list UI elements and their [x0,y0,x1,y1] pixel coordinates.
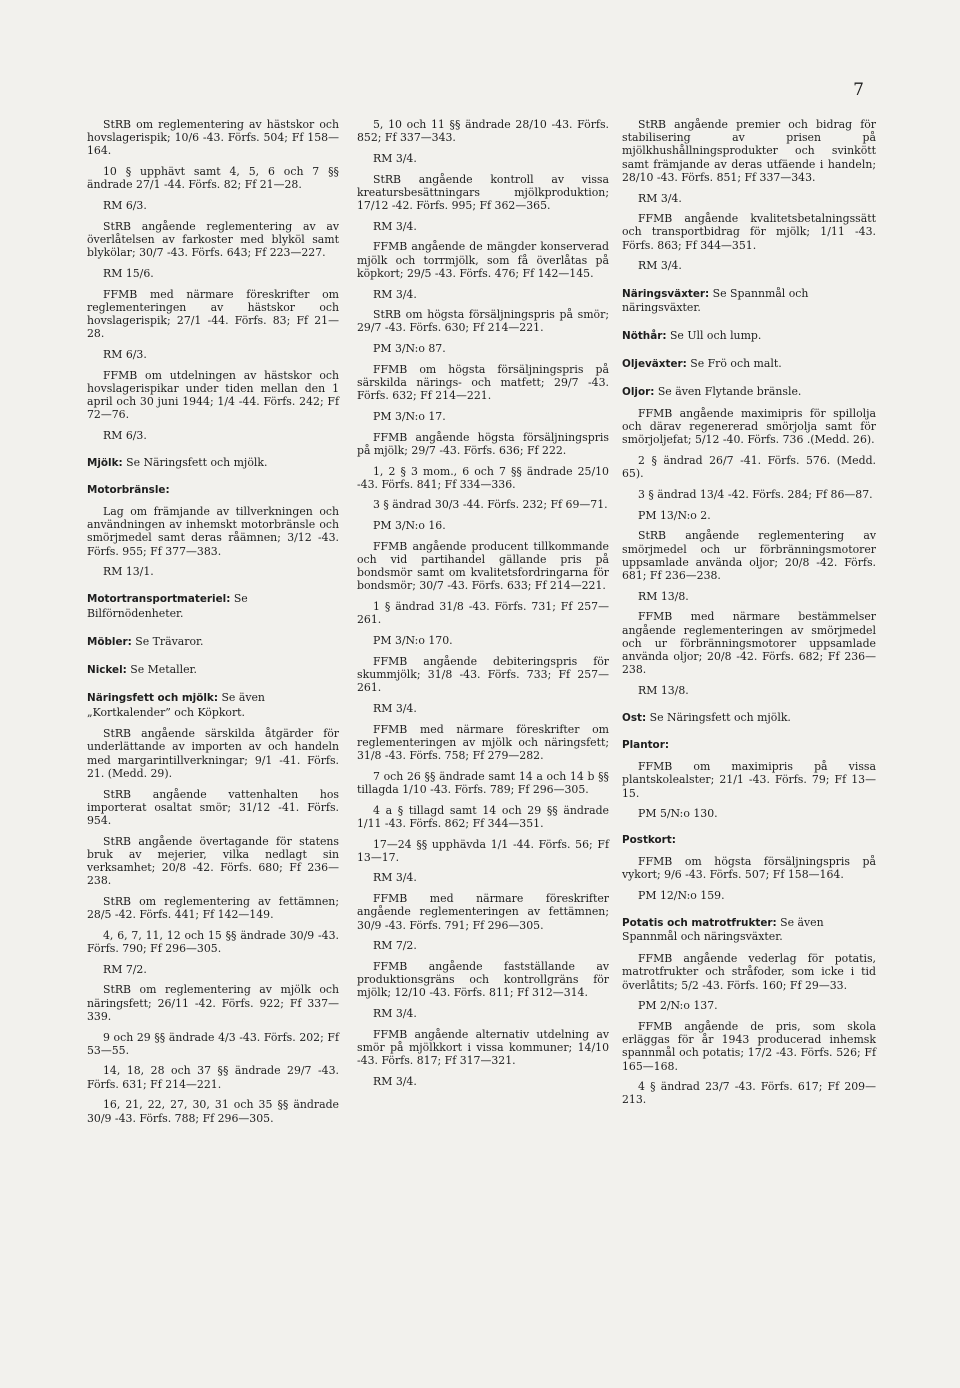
index-entry: StRB angående reglementering av av överlåtelsen av farkoster med blyköl samt blykölar; 30/7 -43. Förfs. 643; Ff 223—227. [87,219,339,260]
heading-reference: Se även „Kortkalender” och Köpkort. [87,691,265,719]
index-entry: 1, 2 § 3 mom., 6 och 7 §§ ändrade 25/10 -43. Förfs. 841; Ff 334—336. [357,464,609,491]
index-heading [87,484,339,497]
index-entry: StRB angående reglementering av smörjmedel och ur förbränningsmotorer uppsamlade använda oljor; 20/8 -42. Förfs. 681; Ff 236—238. [622,529,876,583]
index-entry: 9 och 29 §§ ändrade 4/3 -43. Förfs. 202; Ff 53—55. [87,1030,339,1057]
index-heading [87,456,339,470]
reference-line: RM 6/3. [103,347,147,361]
reference-line: RM 13/8. [638,684,689,697]
index-entry: StRB angående övertagande för statens bruk av mejerier, vilka nedlagt sin verksamhet; 20/8 -42. Förfs. 680; Ff 236—238. [87,834,339,888]
heading-term: Potatis och matrotfrukter: [622,917,777,930]
index-heading [622,834,876,847]
index-entry: 7 och 26 §§ ändrade samt 14 a och 14 b §§ tillagda 1/10 -43. Förfs. 789; Ff 296—305. [357,769,609,796]
reference-line: RM 7/2. [373,939,417,953]
index-entry: FFMB om högsta försäljningspris på vykort; 9/6 -43. Förfs. 507; Ff 158—164. [622,855,876,882]
reference-line: RM 3/4. [373,151,417,165]
index-heading [622,357,876,371]
index-entry: 3 § ändrad 30/3 -44. Förfs. 232; Ff 69—71. [373,498,608,512]
index-entry: FFMB med närmare föreskrifter om reglementeringen av hästskor och hovslagerispik; 27/1 -44. Förfs. 83; Ff 21—28. [87,287,339,341]
index-entry: 10 § upphävt samt 4, 5, 6 och 7 §§ ändrade 27/1 -44. Förfs. 82; Ff 21—28. [87,165,339,192]
heading-reference: Se Bilförnödenheter. [87,592,248,620]
index-entry: StRB angående premier och bidrag för stabilisering av prisen på mjölkhushållningsprodukter och svinkött samt främjande av deras utfäende i handeln; 28/10 -43. Förfs. 851; Ff 337—343. [622,118,876,184]
reference-line: RM 13/8. [638,589,689,603]
heading-reference: Se Näringsfett och mjölk. [122,456,268,470]
index-entry: 4 § ändrad 23/7 -43. Förfs. 617; Ff 209—213. [622,1080,876,1107]
index-entry: FFMB om utdelningen av hästskor och hovslagerispikar under tiden mellan den 1 april och 30 juni 1944; 1/4 -44. Förfs. 242; Ff 72—76. [87,368,339,422]
heading-term: Motortransportmateriel: [87,593,231,606]
index-entry: StRB angående vattenhalten hos importerat osaltat smör; 31/12 -41. Förfs. 954. [87,787,339,827]
heading-term: Plantor: [622,739,669,752]
reference-line: RM 3/4. [373,1074,417,1088]
reference-line: RM 3/4. [373,871,417,885]
index-entry: FFMB angående vederlag för potatis, matrotfrukter och stråfoder, som icke i tid överlåtits; 5/2 -43. Förfs. 160; Ff 29—33. [622,952,876,992]
index-heading [87,592,339,620]
index-entry: FFMB angående högsta försäljningspris på mjölk; 29/7 -43. Förfs. 636; Ff 222. [357,430,609,457]
reference-line: RM 7/2. [103,962,147,976]
reference-line: RM 3/4. [373,219,417,233]
index-entry: FFMB med närmare föreskrifter om reglementeringen av mjölk och näringsfett; 31/8 -43. Förfs. 758; Ff 279—282. [357,722,609,763]
index-entry: StRB om reglementering av mjölk och näringsfett; 26/11 -42. Förfs. 922; Ff 337—339. [87,983,339,1023]
reference-line: RM 3/4. [373,287,417,301]
index-entry: FFMB med närmare föreskrifter angående reglementeringen av fettämnen; 30/9 -43. Förfs. 791; Ff 296—305. [357,892,609,932]
column-left [87,118,339,1132]
index-entry: StRB om reglementering av fettämnen; 28/5 -42. Förfs. 441; Ff 142—149. [87,894,339,922]
index-entry: 2 § ändrad 26/7 -41. Förfs. 576. (Medd. 65). [622,454,876,481]
index-heading [622,287,876,315]
reference-line: PM 13/N:o 2. [638,508,711,522]
heading-term: Motorbränsle: [87,484,170,497]
index-heading [622,385,876,399]
index-entry: StRB angående kontroll av vissa kreatursbesättningars mjölkproduktion; 17/12 -42. Förfs. 995; Ff 362—365. [357,172,609,213]
reference-line: PM 12/N:o 159. [638,889,725,903]
reference-line: PM 5/N:o 130. [638,807,718,821]
heading-term: Ost: [622,712,647,725]
reference-line: PM 3/N:o 17. [373,409,446,423]
heading-term: Oljeväxter: [622,358,687,371]
index-entry: FFMB om högsta försäljningspris på särskilda närings- och matfett; 29/7 -43. Förfs. 632; Ff 214—221. [357,362,609,403]
reference-line: RM 3/4. [373,1007,417,1021]
index-entry: 17—24 §§ upphävda 1/1 -44. Förfs. 56; Ff 13—17. [357,837,609,864]
heading-term: Möbler: [87,635,132,648]
heading-reference: Se Näringsfett och mjölk. [646,711,791,725]
reference-line: RM 6/3. [103,199,147,213]
index-heading [622,916,876,944]
index-entry: FFMB om maximipris på vissa plantskolealster; 21/1 -43. Förfs. 79; Ff 13—15. [622,760,876,800]
page-number: 7 [853,80,864,100]
heading-term: Mjölk: [87,457,123,470]
index-entry: 5, 10 och 11 §§ ändrade 28/10 -43. Förfs. 852; Ff 337—343. [357,118,609,145]
index-heading [622,739,876,752]
index-entry: FFMB angående fastställande av produktionsgräns och kontrollgräns för mjölk; 12/10 -43. Förfs. 811; Ff 312—314. [357,959,609,1000]
reference-line: RM 15/6. [103,266,154,280]
index-heading [87,663,339,677]
heading-reference: Se Trävaror. [131,634,204,648]
index-entry: 3 § ändrad 13/4 -42. Förfs. 284; Ff 86—87. [638,488,873,502]
column-right [622,118,876,1114]
index-entry: FFMB angående de mängder konserverad mjölk och torrmjölk, som få överlåtas på köpkort; 29/5 -43. Förfs. 476; Ff 142—145. [357,240,609,280]
reference-line: RM 13/1. [103,565,154,579]
index-entry: FFMB angående debiteringspris för skummjölk; 31/8 -43. Förfs. 733; Ff 257—261. [357,654,609,695]
heading-reference: Se även Flytande bränsle. [654,385,802,399]
index-entry: StRB om högsta försäljningspris på smör; 29/7 -43. Förfs. 630; Ff 214—221. [357,308,609,335]
heading-term: Näringsväxter: [622,287,710,300]
index-heading [87,635,339,649]
heading-term: Nöthår: [622,329,667,342]
index-entry: 4 a § tillagd samt 14 och 29 §§ ändrade 1/11 -43. Förfs. 862; Ff 344—351. [357,803,609,830]
heading-reference: Se även Spannmål och näringsväxter. [622,916,824,944]
reference-line: PM 3/N:o 16. [373,519,446,533]
index-entry: 1 § ändrad 31/8 -43. Förfs. 731; Ff 257—261. [357,600,609,627]
index-entry: FFMB angående kvalitetsbetalningssätt och transportbidrag för mjölk; 1/11 -43. Förfs. 863; Ff 344—351. [622,212,876,252]
reference-line: PM 3/N:o 87. [373,342,446,356]
heading-reference: Se Metaller. [126,663,197,677]
index-entry: FFMB angående producent tillkommande och vid partihandel gällande pris på bondsmör samt om kvalitetsfordringarna för bondsmör; 30/7 -43. Förfs. 633; Ff 214—221. [357,539,609,593]
index-entry: Lag om främjande av tillverkningen och användningen av inhemskt motorbränsle och smörjmedel samt deras råämnen; 3/12 -43. Förfs. 955; Ff 377—383. [87,504,339,558]
heading-reference: Se Ull och lump. [666,328,762,342]
column-middle [357,118,609,1096]
index-entry: 14, 18, 28 och 37 §§ ändrade 29/7 -43. Förfs. 631; Ff 214—221. [87,1064,339,1091]
index-entry: 4, 6, 7, 11, 12 och 15 §§ ändrade 30/9 -43. Förfs. 790; Ff 296—305. [87,928,339,956]
reference-line: RM 3/4. [638,259,682,273]
index-entry: FFMB angående alternativ utdelning av smör på mjölkkort i vissa kommuner; 14/10 -43. Förfs. 817; Ff 317—321. [357,1027,609,1068]
index-heading [87,691,339,719]
reference-line: PM 3/N:o 170. [373,634,453,648]
index-entry: 16, 21, 22, 27, 30, 31 och 35 §§ ändrade 30/9 -43. Förfs. 788; Ff 296—305. [87,1098,339,1125]
heading-reference: Se Frö och malt. [686,357,782,371]
index-entry: FFMB angående de pris, som skola erläggas för år 1943 producerad inhemsk spannmål och potatis; 17/2 -43. Förfs. 526; Ff 165—168. [622,1019,876,1073]
index-entry: FFMB med närmare bestämmelser angående reglementeringen av smörjmedel och ur förbränningsmotorer uppsamlade använda oljor; 20/8 -42. Förfs. 682; Ff 236—238. [622,610,876,677]
heading-term: Oljor: [622,386,655,399]
reference-line: RM 3/4. [638,191,682,205]
index-entry: StRB om reglementering av hästskor och hovslagerispik; 10/6 -43. Förfs. 504; Ff 158—164. [87,118,339,158]
heading-term: Postkort: [622,834,676,847]
index-entry: FFMB angående maximipris för spillolja och därav regenererad smörjolja samt för smörjoljefat; 5/12 -40. Förfs. 736 .(Medd. 26). [622,407,876,447]
index-heading [622,711,876,725]
heading-term: Näringsfett och mjölk: [87,692,218,705]
index-entry: StRB angående särskilda åtgärder för underlättande av importen av och handeln med margarintillverkningar; 9/1 -41. Förfs. 21. (Medd. 29). [87,727,339,780]
index-heading [622,329,876,343]
reference-line: PM 2/N:o 137. [638,999,718,1013]
heading-reference: Se Spannmål och näringsväxter. [622,286,809,314]
heading-term: Nickel: [87,664,127,677]
reference-line: RM 3/4. [373,701,417,715]
reference-line: RM 6/3. [103,428,147,442]
